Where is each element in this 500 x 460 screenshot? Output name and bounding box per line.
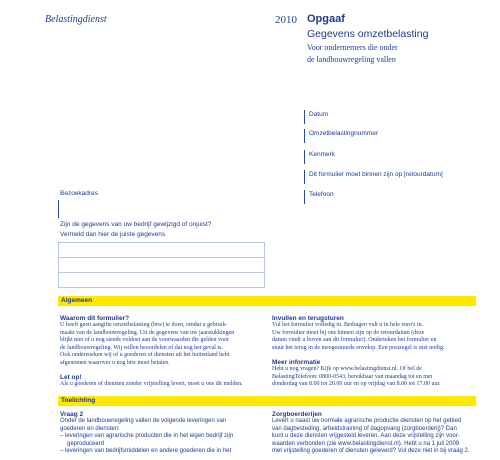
waarom-line: Ook onderzoeken wij of u goederen of diensten uit het buitenland hebt	[60, 352, 230, 359]
meer-info-text	[272, 366, 477, 389]
letop-heading: Let op!	[60, 374, 82, 381]
correction-hint: Vermeld dan hier de juiste gegevens	[60, 231, 166, 238]
zorg-line: kunt u deze diensten vrijgesteld leveren. Aan deze vrijstelling zijn voor-	[272, 433, 460, 440]
waarom-heading: Waarom dit formulier?	[60, 315, 130, 322]
meer-line: BelastingTelefoon: 0800-0543, bereikbaar van maandag tot en met	[272, 373, 433, 380]
form-title: Opgaaf	[307, 13, 345, 25]
vraag2-bullet-2: – leveringen van bedrijfsmiddelen en andere goederen die in het	[60, 448, 232, 455]
field-telefoon: Telefoon	[304, 190, 334, 204]
form-subtitle: Gegevens omzetbelasting	[307, 28, 429, 40]
correction-line-4[interactable]	[58, 287, 265, 288]
bezoekadres-marker	[58, 200, 59, 218]
invullen-line: datum vindt u boven aan dit formulier). Onderteken het formulier en	[272, 337, 437, 344]
correction-box-right	[264, 242, 265, 287]
waarom-line: maakt van de landbouwregeling. Uit de gegevens van uw jaarstukkingen	[60, 329, 235, 336]
correction-line-3[interactable]	[58, 272, 265, 273]
correction-line-2[interactable]	[58, 257, 265, 258]
meer-line: donderdag van 8.00 tot 20.00 uur en op vrijdag van 8.00 tot 17.00 uur.	[272, 381, 441, 388]
brand-logo-text: Belastingdienst	[45, 14, 107, 25]
field-kenmerk: Kenmerk	[304, 150, 335, 164]
section-toelichting: Toelichting	[58, 396, 476, 406]
vraag2-text	[60, 418, 260, 456]
invullen-line: stuur het terug in de meegestuurde envelop. Een postzegel is niet nodig.	[272, 344, 445, 351]
zorg-line: met vrijstelling goederen of diensten geleverd? Vul deze niet in bij vraag 2.	[272, 448, 470, 455]
correction-box-left	[58, 242, 59, 287]
vraag2-bullet-1-cont: geproduceerd	[67, 440, 105, 447]
waarom-line: afgenomen waarover u nog btw moet betalen.	[60, 359, 170, 366]
form-description-line-2: de landbouwregeling vallen	[307, 55, 396, 64]
form-year: 2010	[275, 14, 297, 26]
invullen-heading: Invullen en terugsturen	[272, 315, 344, 322]
vraag2-intro-line: Onder de landbouwregeling vallen de volgende leveringen van	[60, 418, 227, 424]
vraag2-bullet-1: – leveringen van agrarische producten die in het eigen bedrijf zijn	[60, 433, 234, 440]
letop-text: Als u goederen of diensten zonder vrijstelling levert, moet u ons dit melden.	[60, 381, 243, 387]
invullen-line: Vul het formulier volledig in. Bedragen vult u in hele euro's in.	[272, 322, 424, 328]
vraag2-intro-line: goederen en diensten:	[60, 425, 120, 432]
field-datum: Datum	[304, 110, 328, 124]
form-description-line-1: Voor ondernemers die onder	[307, 43, 398, 52]
invullen-line: Uw formulier moet bij ons binnen zijn op de retourdatum (deze	[272, 329, 425, 336]
correction-line-1[interactable]	[58, 242, 265, 243]
correction-question: Zijn de gegevens van uw bedrijf gewijzigd of onjuist?	[60, 221, 212, 228]
zorg-line: Levert u naast uw normale agrarische productie diensten op het gebied	[272, 418, 462, 424]
waarom-line: blijkt niet of u nog steeds voldoet aan de voorwaarden die gelden voor	[60, 337, 229, 344]
waarom-line: de landbouwregeling. Wij willen beoordelen of dat nog het geval is.	[60, 344, 223, 351]
vraag2-heading: Vraag 2	[60, 411, 84, 418]
zorg-line: van dagbesteding, arbeidstraining of dagopvang (zorgboerderij)? Dan	[272, 425, 457, 432]
zorg-text	[272, 418, 477, 456]
waarom-text	[60, 322, 260, 368]
zorg-line: waarden verbonden (zie www.belastingdienst.nl). Hebt u na 1 juli 2009	[272, 440, 460, 447]
meer-line: Hebt u nog vragen? Kijk op www.belastingdienst.nl. Of bel de	[272, 366, 422, 372]
zorg-heading: Zorgboerderijen	[272, 411, 322, 418]
meer-info-heading: Meer informatie	[272, 359, 321, 366]
field-return-date: Dit formulier moet binnen zijn op [retourdatum]	[304, 170, 443, 184]
waarom-line: U hoeft geen aangifte omzetbelasting (btw) te doen, omdat u gebruik-	[60, 322, 228, 328]
bezoekadres-label: Bezoekadres	[60, 190, 98, 197]
invullen-text	[272, 322, 477, 352]
section-algemeen: Algemeen	[58, 296, 476, 306]
field-omzetbelastingnummer: Omzetbelastingnummer	[304, 129, 378, 143]
